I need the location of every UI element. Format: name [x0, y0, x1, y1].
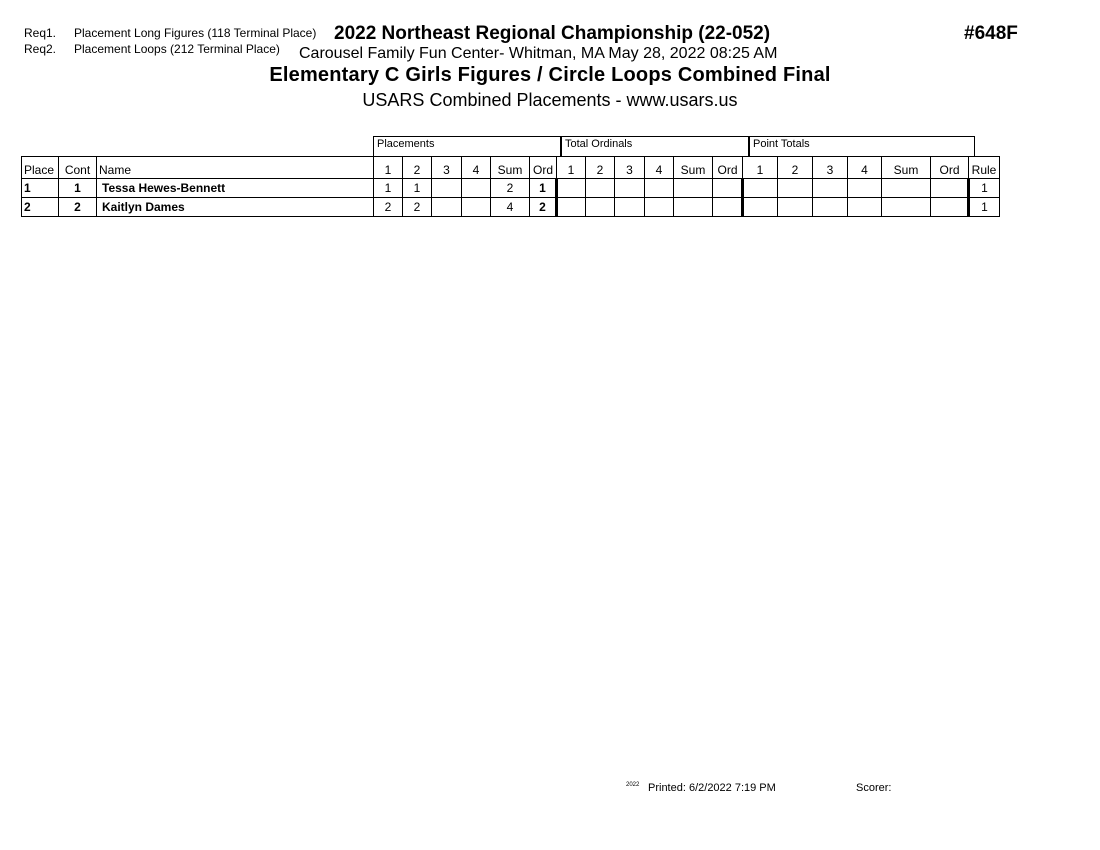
col-placement-4: 4	[462, 157, 491, 179]
points-2-cell	[778, 179, 813, 198]
req-number: 1.	[46, 26, 57, 40]
placement-4-cell	[462, 198, 491, 217]
ordinal-2-cell	[586, 198, 615, 217]
requirement-2	[24, 42, 280, 56]
venue-date: Carousel Family Fun Center- Whitman, MA May 28, 2022 08:25 AM	[299, 45, 778, 62]
placement-3-cell	[432, 179, 462, 198]
points-2-cell	[778, 198, 813, 217]
table-row	[22, 179, 1000, 198]
rule-cell: 1	[969, 179, 1000, 198]
placement-ord-cell: 1	[530, 179, 557, 198]
col-points-sum: Sum	[882, 157, 931, 179]
points-3-cell	[813, 198, 848, 217]
points-ord-cell	[931, 198, 969, 217]
points-ord-cell	[931, 179, 969, 198]
ordinal-2-cell	[586, 179, 615, 198]
ordinal-ord-cell	[713, 198, 743, 217]
req-label: Req	[24, 42, 47, 56]
col-points-4: 4	[848, 157, 882, 179]
rule-cell: 1	[969, 198, 1000, 217]
placement-sum-cell: 4	[491, 198, 530, 217]
event-title: Elementary C Girls Figures / Circle Loops Combined Final	[269, 64, 831, 86]
event-number: #648F	[964, 23, 1018, 44]
col-ordinal-1: 1	[557, 157, 586, 179]
placement-2-cell: 1	[403, 179, 432, 198]
placement-1-cell: 1	[374, 179, 403, 198]
col-placement-3: 3	[432, 157, 462, 179]
col-ordinal-ord: Ord	[713, 157, 743, 179]
req-label: Req	[24, 26, 47, 40]
points-sum-cell	[882, 179, 931, 198]
col-ordinal-sum: Sum	[674, 157, 713, 179]
table-row	[22, 198, 1000, 217]
cont-cell: 1	[59, 179, 97, 198]
col-ordinal-2: 2	[586, 157, 615, 179]
ordinal-4-cell	[645, 179, 674, 198]
col-ordinal-3: 3	[615, 157, 645, 179]
subtitle: USARS Combined Placements - www.usars.us	[362, 90, 738, 110]
ordinal-sum-cell	[674, 198, 713, 217]
scorer-label: Scorer:	[856, 782, 892, 794]
points-1-cell	[743, 179, 778, 198]
placement-4-cell	[462, 179, 491, 198]
col-placement-1: 1	[374, 157, 403, 179]
points-4-cell	[848, 198, 882, 217]
name-cell: Kaitlyn Dames	[97, 198, 374, 217]
place-cell: 2	[22, 198, 59, 217]
place-cell: 1	[22, 179, 59, 198]
ordinal-sum-cell	[674, 179, 713, 198]
printed-timestamp: Printed: 6/2/2022 7:19 PM	[648, 782, 776, 794]
placement-sum-cell: 2	[491, 179, 530, 198]
col-placement-2: 2	[403, 157, 432, 179]
req-text: Placement Loops (212 Terminal Place)	[74, 42, 280, 56]
col-points-3: 3	[813, 157, 848, 179]
header-row	[22, 157, 1000, 179]
ordinal-4-cell	[645, 198, 674, 217]
ordinal-ord-cell	[713, 179, 743, 198]
col-points-ord: Ord	[931, 157, 969, 179]
points-3-cell	[813, 179, 848, 198]
col-rule: Rule	[969, 157, 1000, 179]
competition-title: 2022 Northeast Regional Championship (22-052)	[334, 23, 771, 44]
footer-mark: 2022	[626, 782, 640, 788]
name-cell: Tessa Hewes-Bennett	[97, 179, 374, 198]
col-place: Place	[22, 157, 59, 179]
col-ordinal-4: 4	[645, 157, 674, 179]
results-table	[21, 156, 1000, 217]
section-total-ordinals: Total Ordinals	[561, 136, 749, 156]
col-placement-sum: Sum	[491, 157, 530, 179]
col-name: Name	[97, 157, 374, 179]
ordinal-3-cell	[615, 179, 645, 198]
col-placement-ord: Ord	[530, 157, 557, 179]
req-number: 2.	[46, 42, 57, 56]
req-text: Placement Long Figures (118 Terminal Place)	[74, 26, 317, 40]
col-points-2: 2	[778, 157, 813, 179]
col-points-1: 1	[743, 157, 778, 179]
points-sum-cell	[882, 198, 931, 217]
placement-2-cell: 2	[403, 198, 432, 217]
points-4-cell	[848, 179, 882, 198]
ordinal-3-cell	[615, 198, 645, 217]
col-cont: Cont	[59, 157, 97, 179]
placement-ord-cell: 2	[530, 198, 557, 217]
placement-1-cell: 2	[374, 198, 403, 217]
section-point-totals: Point Totals	[749, 136, 975, 156]
points-1-cell	[743, 198, 778, 217]
placement-3-cell	[432, 198, 462, 217]
ordinal-1-cell	[557, 198, 586, 217]
ordinal-1-cell	[557, 179, 586, 198]
requirement-1	[24, 26, 316, 40]
section-placements: Placements	[373, 136, 561, 156]
cont-cell: 2	[59, 198, 97, 217]
